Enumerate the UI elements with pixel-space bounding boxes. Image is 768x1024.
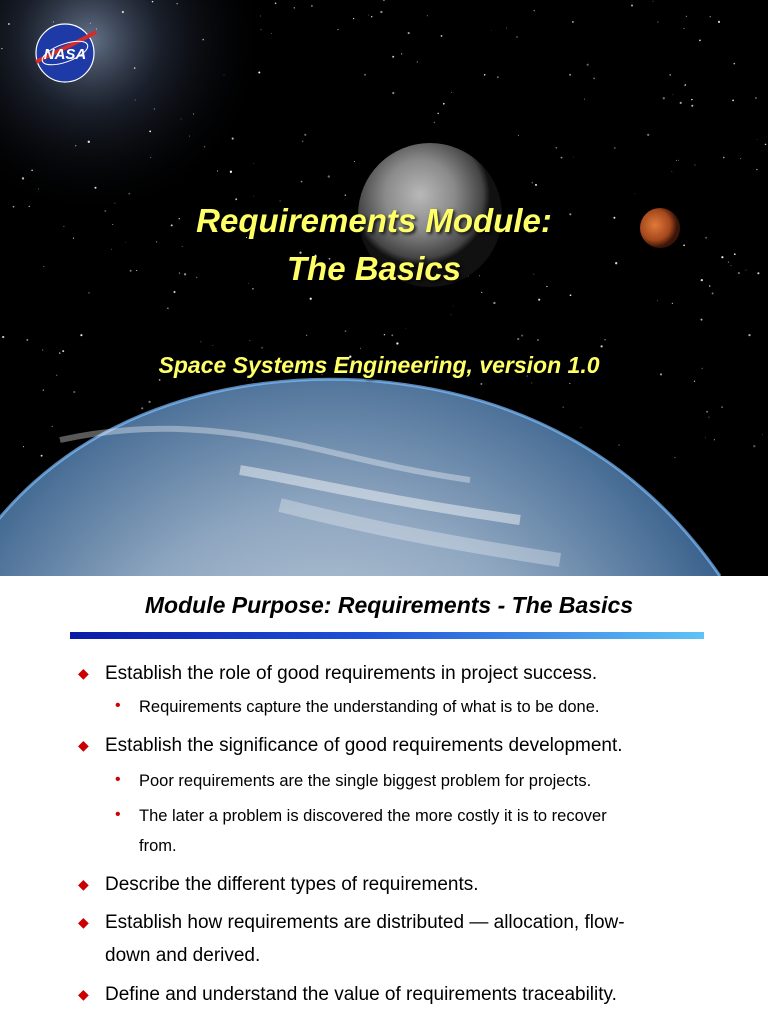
star <box>260 15 261 16</box>
star <box>22 177 24 179</box>
star <box>569 383 570 384</box>
star <box>441 35 443 37</box>
star <box>193 113 194 114</box>
star <box>631 5 633 7</box>
star <box>261 29 262 30</box>
star <box>723 157 725 159</box>
star <box>569 74 571 76</box>
star <box>224 75 225 76</box>
star <box>43 389 44 390</box>
heading-rule <box>70 632 704 639</box>
star <box>757 139 758 140</box>
star <box>80 334 82 336</box>
star <box>647 134 649 136</box>
star <box>310 298 312 300</box>
star <box>141 407 143 409</box>
star <box>683 28 684 29</box>
star <box>122 11 124 13</box>
title-line-2: The Basics <box>286 250 462 287</box>
star <box>699 40 701 42</box>
bullet-item: ◆ Establish the significance of good requirements development. <box>105 729 715 762</box>
star <box>364 74 366 76</box>
star <box>672 171 673 172</box>
star <box>584 99 585 100</box>
bullet-item: ◆ Define and understand the value of requirements traceability. <box>105 978 715 1011</box>
star <box>600 345 602 347</box>
star <box>396 342 398 344</box>
star <box>406 328 407 329</box>
star <box>676 160 677 161</box>
dot-bullet-icon: • <box>115 806 121 823</box>
star <box>493 302 495 304</box>
star <box>732 100 734 102</box>
star <box>41 455 43 457</box>
star <box>345 195 346 196</box>
star <box>653 1 654 2</box>
star <box>484 74 486 76</box>
star <box>26 339 28 341</box>
star <box>701 319 703 321</box>
bullet-item: ◆ Establish the role of good requirements in project success. <box>105 657 715 690</box>
star <box>154 108 155 109</box>
star <box>258 72 260 74</box>
nasa-logo <box>30 22 100 84</box>
star <box>680 102 682 104</box>
star <box>756 169 757 170</box>
star <box>691 105 693 107</box>
star <box>538 299 540 301</box>
star <box>516 36 518 38</box>
star <box>694 164 695 165</box>
star <box>176 3 177 4</box>
star <box>740 158 741 159</box>
star <box>686 16 687 17</box>
bullet-continuation: down and derived. <box>105 945 261 966</box>
star <box>189 136 190 137</box>
sub-bullet-item: • Requirements capture the understanding of what is to be done. <box>139 692 699 722</box>
star <box>506 28 507 29</box>
diamond-bullet-icon: ◆ <box>78 914 89 930</box>
dot-bullet-icon: • <box>115 697 121 714</box>
star <box>678 160 679 161</box>
star <box>201 342 202 343</box>
star <box>581 427 582 428</box>
star <box>694 381 695 382</box>
star <box>417 62 418 63</box>
star <box>261 347 263 349</box>
purpose-heading: Module Purpose: Requirements - The Basics <box>144 592 634 618</box>
diamond-bullet-icon: ◆ <box>78 986 89 1002</box>
star <box>755 97 757 99</box>
star <box>762 434 763 435</box>
star <box>384 334 385 335</box>
slide-title <box>0 197 748 293</box>
star <box>563 407 564 408</box>
star <box>572 21 574 23</box>
star <box>427 15 428 16</box>
star <box>252 380 253 381</box>
star <box>2 336 4 338</box>
star <box>453 306 454 307</box>
star <box>337 29 338 30</box>
star <box>360 348 361 349</box>
star <box>753 445 755 447</box>
star <box>748 334 750 336</box>
star <box>134 67 136 69</box>
diamond-bullet-icon: ◆ <box>78 876 89 892</box>
diamond-bullet-icon: ◆ <box>78 665 89 681</box>
star <box>301 181 303 183</box>
star <box>535 184 537 186</box>
star <box>587 64 589 66</box>
star <box>556 147 558 149</box>
sub-bullet-item: • Poor requirements are the single biggest problem for projects. <box>139 766 699 796</box>
star <box>217 170 218 171</box>
star <box>302 141 304 143</box>
title-line-1: Requirements Module: <box>196 202 552 239</box>
star <box>451 314 452 315</box>
star <box>537 339 539 341</box>
star <box>443 103 445 105</box>
nasa-logo-text: NASA <box>43 46 87 63</box>
star <box>304 134 306 136</box>
star <box>94 187 96 189</box>
star <box>204 146 205 147</box>
star <box>669 74 670 75</box>
star <box>618 444 619 445</box>
star <box>88 141 90 143</box>
star <box>181 119 182 120</box>
star <box>706 411 708 413</box>
star <box>23 446 24 447</box>
star <box>232 138 234 140</box>
star <box>368 15 369 16</box>
star <box>8 23 10 25</box>
star <box>73 391 75 393</box>
star <box>604 339 605 340</box>
dot-bullet-icon: • <box>115 771 121 788</box>
star <box>149 131 151 133</box>
star <box>31 170 33 172</box>
star <box>663 97 665 99</box>
star <box>167 308 168 309</box>
star <box>714 439 715 440</box>
star <box>733 63 735 65</box>
star <box>213 345 214 346</box>
star <box>718 21 720 23</box>
star <box>635 194 636 195</box>
star <box>392 92 394 94</box>
star <box>518 135 519 136</box>
star <box>561 157 563 159</box>
star <box>672 303 673 304</box>
star <box>253 163 254 164</box>
star <box>674 457 675 458</box>
sub-bullet-continuation: from. <box>139 837 177 855</box>
star <box>306 335 307 336</box>
star <box>271 33 272 34</box>
diamond-bullet-icon: ◆ <box>78 737 89 753</box>
star <box>434 122 435 123</box>
bullet-item: ◆ Establish how requirements are distributed — allocation, flow- <box>105 906 715 939</box>
star <box>721 406 723 408</box>
star <box>275 2 277 4</box>
star <box>705 437 706 438</box>
star <box>353 18 354 19</box>
star <box>531 382 532 383</box>
star <box>354 161 355 162</box>
star <box>673 94 674 95</box>
star <box>152 1 154 2</box>
star <box>491 30 492 31</box>
star <box>311 5 313 7</box>
star <box>614 147 616 149</box>
star <box>573 157 574 158</box>
star <box>135 99 136 100</box>
slide-subtitle: Space Systems Engineering, version 1.0 <box>158 352 600 378</box>
star <box>1 48 2 49</box>
star <box>391 334 393 336</box>
star <box>517 338 519 340</box>
star <box>480 383 482 385</box>
star <box>408 32 410 34</box>
star <box>392 56 394 58</box>
star <box>691 99 692 100</box>
star <box>249 340 250 341</box>
star <box>380 11 382 13</box>
star <box>128 193 130 195</box>
star <box>710 16 711 17</box>
star <box>371 16 372 17</box>
star <box>497 77 498 78</box>
star <box>685 84 686 85</box>
star <box>202 39 204 41</box>
star <box>328 175 330 177</box>
star <box>38 189 39 190</box>
star <box>532 182 534 184</box>
star <box>657 300 658 301</box>
star <box>765 144 767 146</box>
star <box>75 145 76 146</box>
star <box>150 157 151 158</box>
star <box>451 92 452 93</box>
star <box>148 401 150 403</box>
star <box>708 416 709 417</box>
star <box>345 330 347 332</box>
star <box>657 21 658 22</box>
star <box>534 10 535 11</box>
star <box>570 294 572 296</box>
star <box>294 7 295 8</box>
star <box>521 335 523 337</box>
star <box>593 77 595 79</box>
star <box>757 272 759 274</box>
star <box>401 53 402 54</box>
sub-bullet-item: • The later a problem is discovered the more costly it is to recover <box>139 801 699 831</box>
star <box>437 113 439 115</box>
star <box>230 171 232 173</box>
bullet-item: ◆ Describe the different types of requirements. <box>105 868 715 901</box>
star <box>52 426 53 427</box>
